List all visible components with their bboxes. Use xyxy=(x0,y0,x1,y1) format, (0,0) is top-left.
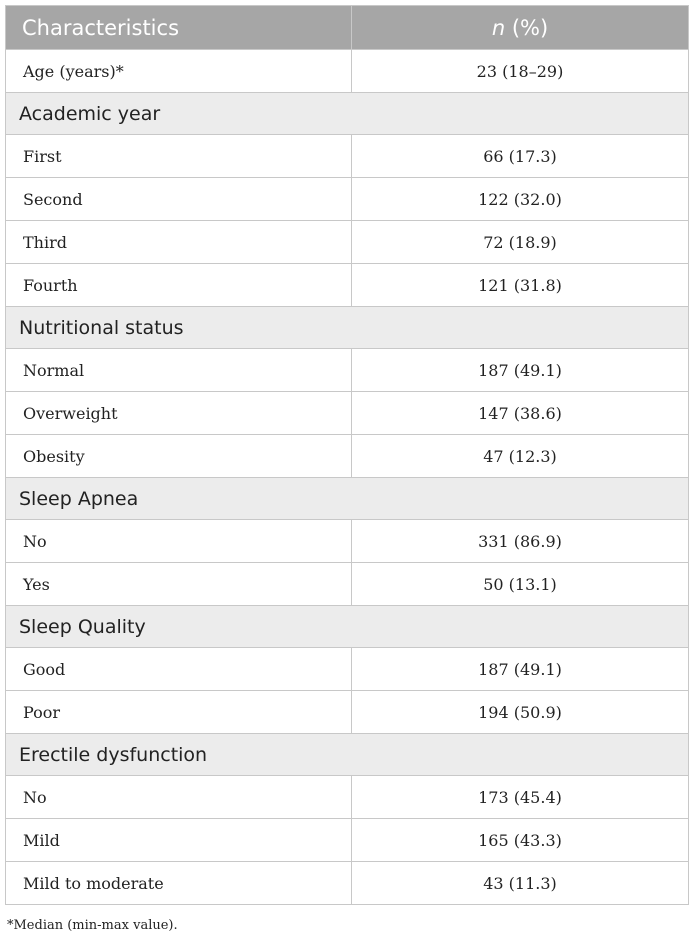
table-row xyxy=(6,563,689,606)
table-row xyxy=(6,178,689,221)
row-label: Overweight xyxy=(6,392,352,435)
row-label: Normal xyxy=(6,349,352,392)
header-n-percent xyxy=(352,6,689,50)
section-header-row xyxy=(6,606,689,648)
row-label: Yes xyxy=(6,563,352,606)
section-header-row xyxy=(6,93,689,135)
table-row xyxy=(6,221,689,264)
table-row xyxy=(6,435,689,478)
row-label: First xyxy=(6,135,352,178)
table-row xyxy=(6,520,689,563)
row-value: 147 (38.6) xyxy=(352,392,689,435)
row-value: 121 (31.8) xyxy=(352,264,689,307)
section-label: Sleep Quality xyxy=(6,606,689,648)
row-label: Obesity xyxy=(6,435,352,478)
table-row xyxy=(6,862,689,905)
row-label: Mild to moderate xyxy=(6,862,352,905)
row-label: Second xyxy=(6,178,352,221)
row-value: 43 (11.3) xyxy=(352,862,689,905)
table-row xyxy=(6,648,689,691)
section-label: Nutritional status xyxy=(6,307,689,349)
row-value: 122 (32.0) xyxy=(352,178,689,221)
table-body xyxy=(6,50,689,905)
row-label: Fourth xyxy=(6,264,352,307)
table-header-row xyxy=(6,6,689,50)
row-value: 187 (49.1) xyxy=(352,648,689,691)
row-label: Mild xyxy=(6,819,352,862)
header-n-italic: n xyxy=(491,15,506,40)
section-header-row xyxy=(6,734,689,776)
row-value: 47 (12.3) xyxy=(352,435,689,478)
row-label: Poor xyxy=(6,691,352,734)
table-row xyxy=(6,776,689,819)
row-label: Third xyxy=(6,221,352,264)
row-label: Good xyxy=(6,648,352,691)
section-header-row xyxy=(6,478,689,520)
section-header-row xyxy=(6,307,689,349)
table-row xyxy=(6,349,689,392)
row-value: 72 (18.9) xyxy=(352,221,689,264)
table-row xyxy=(6,691,689,734)
table-row xyxy=(6,392,689,435)
row-value: 173 (45.4) xyxy=(352,776,689,819)
row-label: Age (years)* xyxy=(6,50,352,93)
table-row xyxy=(6,50,689,93)
row-value: 66 (17.3) xyxy=(352,135,689,178)
table-row xyxy=(6,135,689,178)
header-characteristics: Characteristics xyxy=(6,6,352,50)
row-label: No xyxy=(6,520,352,563)
characteristics-table xyxy=(5,5,689,905)
row-value: 194 (50.9) xyxy=(352,691,689,734)
table-footnote: *Median (min-max value). xyxy=(7,918,178,933)
section-label: Academic year xyxy=(6,93,689,135)
header-percent: (%) xyxy=(505,15,549,40)
section-label: Sleep Apnea xyxy=(6,478,689,520)
table-row xyxy=(6,819,689,862)
row-value: 165 (43.3) xyxy=(352,819,689,862)
section-label: Erectile dysfunction xyxy=(6,734,689,776)
row-value: 331 (86.9) xyxy=(352,520,689,563)
row-label: No xyxy=(6,776,352,819)
row-value: 187 (49.1) xyxy=(352,349,689,392)
table-row xyxy=(6,264,689,307)
row-value: 23 (18–29) xyxy=(352,50,689,93)
row-value: 50 (13.1) xyxy=(352,563,689,606)
